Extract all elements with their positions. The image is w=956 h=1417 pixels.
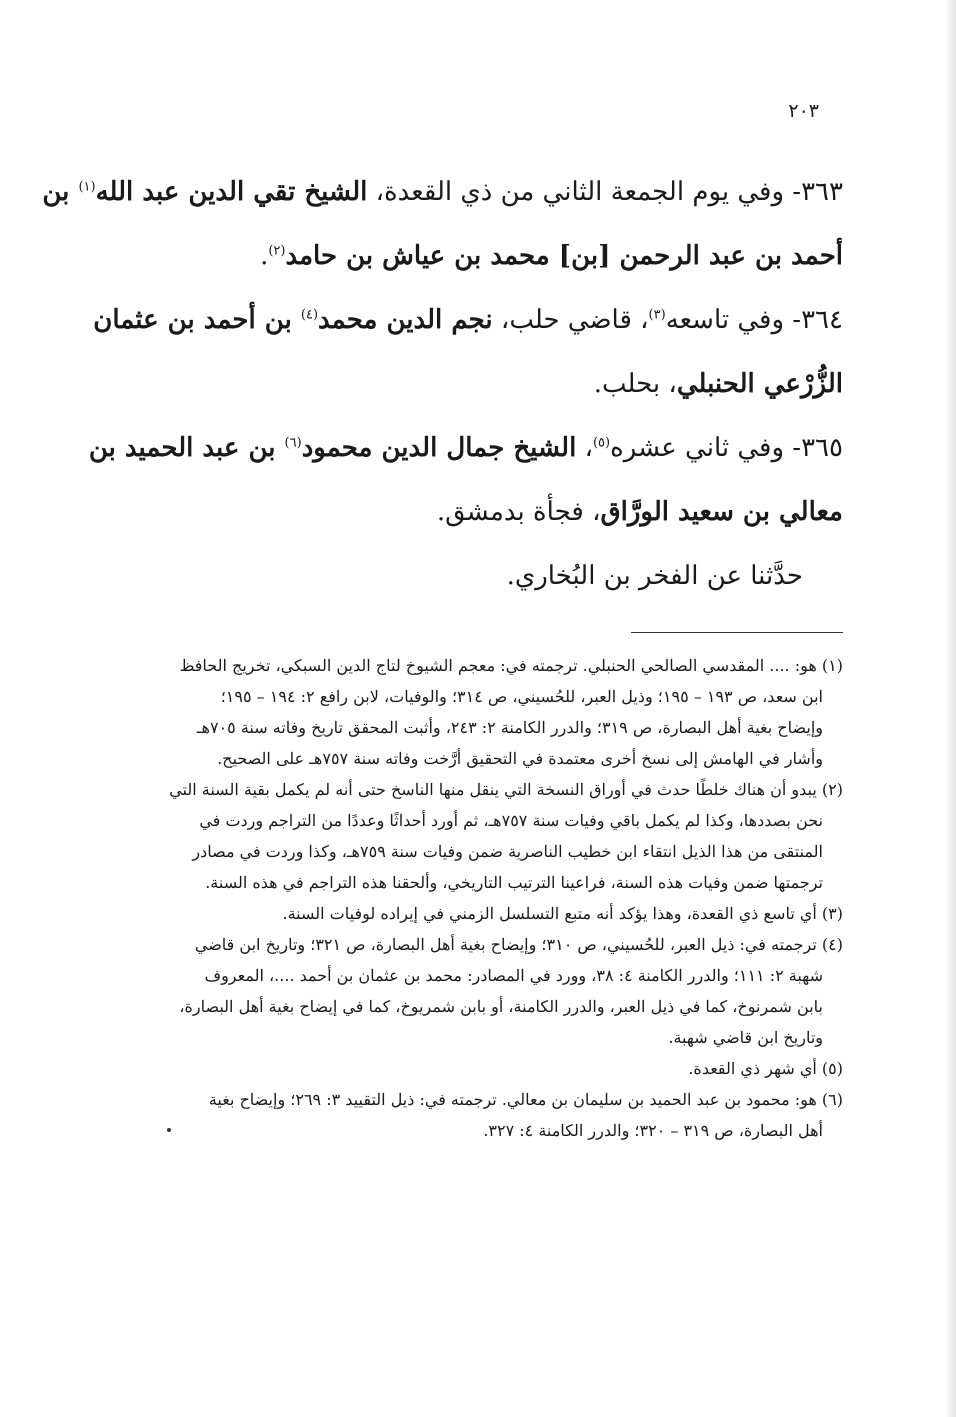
entry-name: نجم الدين محمد — [318, 305, 493, 335]
entry-363-line-2 — [108, 224, 843, 288]
footnote-line: (٦) هو: محمود بن عبد الحميد بن سليمان بن معالي. ترجمته في: ذيل التقييد ٣: ٢٦٩؛ وإيضاح بغية — [208, 1090, 843, 1109]
entry-name: بن أحمد بن عثمان — [93, 305, 301, 335]
entry-text: . — [260, 241, 269, 271]
page-edge — [944, 0, 956, 1417]
footnote-marker: (٢) — [268, 243, 286, 259]
footnote-divider — [631, 632, 843, 633]
entry-364-line-1 — [93, 288, 843, 352]
footnote-marker: (٥) — [592, 435, 611, 451]
entry-name: الشيخ تقي الدين عبد الله — [95, 177, 368, 207]
entry-text: ، بحلب. — [593, 369, 677, 399]
footnote-line: (٥) أي شهر ذي القعدة. — [688, 1059, 843, 1078]
footnote-marker: (٣) — [648, 307, 666, 323]
footnotes — [108, 650, 843, 1146]
footnote-line: وتاريخ ابن قاضي شهبة. — [668, 1028, 823, 1047]
entry-text: ، — [576, 433, 593, 463]
narration-line — [108, 544, 843, 608]
entry-text: ٣٦٤- وفي تاسعه — [665, 305, 843, 335]
footnote-line: نحن بصددها، وكذا لم يكمل باقي وفيات سنة ٧٥٧هـ، ثم أورد أحداثًا وعددًا من التراجم وردت في — [199, 811, 823, 830]
footnote-line: (٢) يبدو أن هناك خلطًا حدث في أوراق النسخة التي ينقل منها الناسخ حتى أنه لم يكمل بقية السنة التي — [169, 780, 843, 799]
footnote-line: ابن سعد، ص ١٩٣ – ١٩٥؛ وذيل العبر، للحُسيني، ص ٣١٤؛ والوفيات، لابن رافع ٢: ١٩٤ – ١٩٥؛ — [220, 687, 823, 706]
entry-text: ، فجأة بدمشق. — [436, 497, 601, 527]
footnote-marker: (١) — [78, 179, 96, 195]
footnote-line: (٤) ترجمته في: ذيل العبر، للحُسيني، ص ٣١٠؛ وإيضاح بغية أهل البصارة، ص ٣٢١؛ وتاريخ ابن قاضي — [194, 935, 843, 954]
footnote-line: أهل البصارة، ص ٣١٩ – ٣٢٠؛ والدرر الكامنة ٤: ٣٢٧. — [483, 1121, 823, 1140]
entry-text: بن — [42, 177, 79, 207]
entry-name: الزُّرْعي الحنبلي — [676, 369, 843, 399]
entry-name: بن عبد الحميد بن — [88, 433, 285, 463]
entry-363-line-1 — [42, 160, 843, 224]
entry-365-line-1 — [88, 416, 843, 480]
page-number: ٢٠٣ — [788, 100, 819, 122]
entry-text: ٣٦٥- وفي ثاني عشره — [610, 433, 843, 463]
footnote-marker: (٤) — [300, 307, 319, 323]
footnote-line: المنتقى من هذا الذيل انتقاء ابن خطيب الناصرية ضمن وفيات سنة ٧٥٩هـ، وكذا وردت في مصادر — [192, 842, 823, 861]
footnote-line: شهبة ٢: ١١١؛ والدرر الكامنة ٤: ٣٨، وورد في المصادر: محمد بن عثمان بن أحمد ....، المعروف — [204, 966, 823, 985]
entry-text: ، قاضي حلب، — [492, 305, 649, 335]
entry-365-line-2 — [108, 480, 843, 544]
footnote-line: ترجمتها ضمن وفيات هذه السنة، فراعينا الترتيب التاريخي، وألحقنا هذه التراجم في هذه السنة. — [205, 873, 823, 892]
main-text — [42, 160, 843, 608]
entry-name: أحمد بن عبد الرحمن [بن] محمد بن عياش بن حامد — [285, 241, 843, 271]
entry-text: ٣٦٣- وفي يوم الجمعة الثاني من ذي القعدة، — [367, 177, 843, 207]
entry-364-line-2 — [108, 352, 843, 416]
footnote-line: (١) هو: .... المقدسي الصالحي الحنبلي. ترجمته في: معجم الشيوخ لتاج الدين السبكي، تخريج الحافظ — [179, 656, 843, 675]
footnote-line: بابن شمرنوخ، كما في ذيل العبر، والدرر الكامنة، أو بابن شمريوخ، كما في إيضاح بغية أهل البصارة، — [179, 997, 823, 1016]
footnote-line: (٣) أي تاسع ذي القعدة، وهذا يؤكد أنه متبع التسلسل الزمني في إيراده لوفيات السنة. — [282, 904, 843, 923]
entry-name: الشيخ جمال الدين محمود — [301, 433, 577, 463]
footnote-line: وأشار في الهامش إلى نسخ أخرى معتمدة في التحقيق أرَّخت وفاته سنة ٧٥٧هـ على الصحيح. — [217, 749, 823, 768]
entry-text: حدَّثنا عن الفخر بن البُخاري. — [506, 561, 803, 591]
footnote-marker: (٦) — [284, 435, 302, 451]
ink-speck — [167, 1128, 171, 1132]
footnote-line: وإيضاح بغية أهل البصارة، ص ٣١٩؛ والدرر الكامنة ٢: ٢٤٣، وأثبت المحقق تاريخ وفاته سنة ٧٠٥هـ — [196, 718, 823, 737]
entry-name: معالي بن سعيد الورَّاق — [600, 497, 843, 527]
